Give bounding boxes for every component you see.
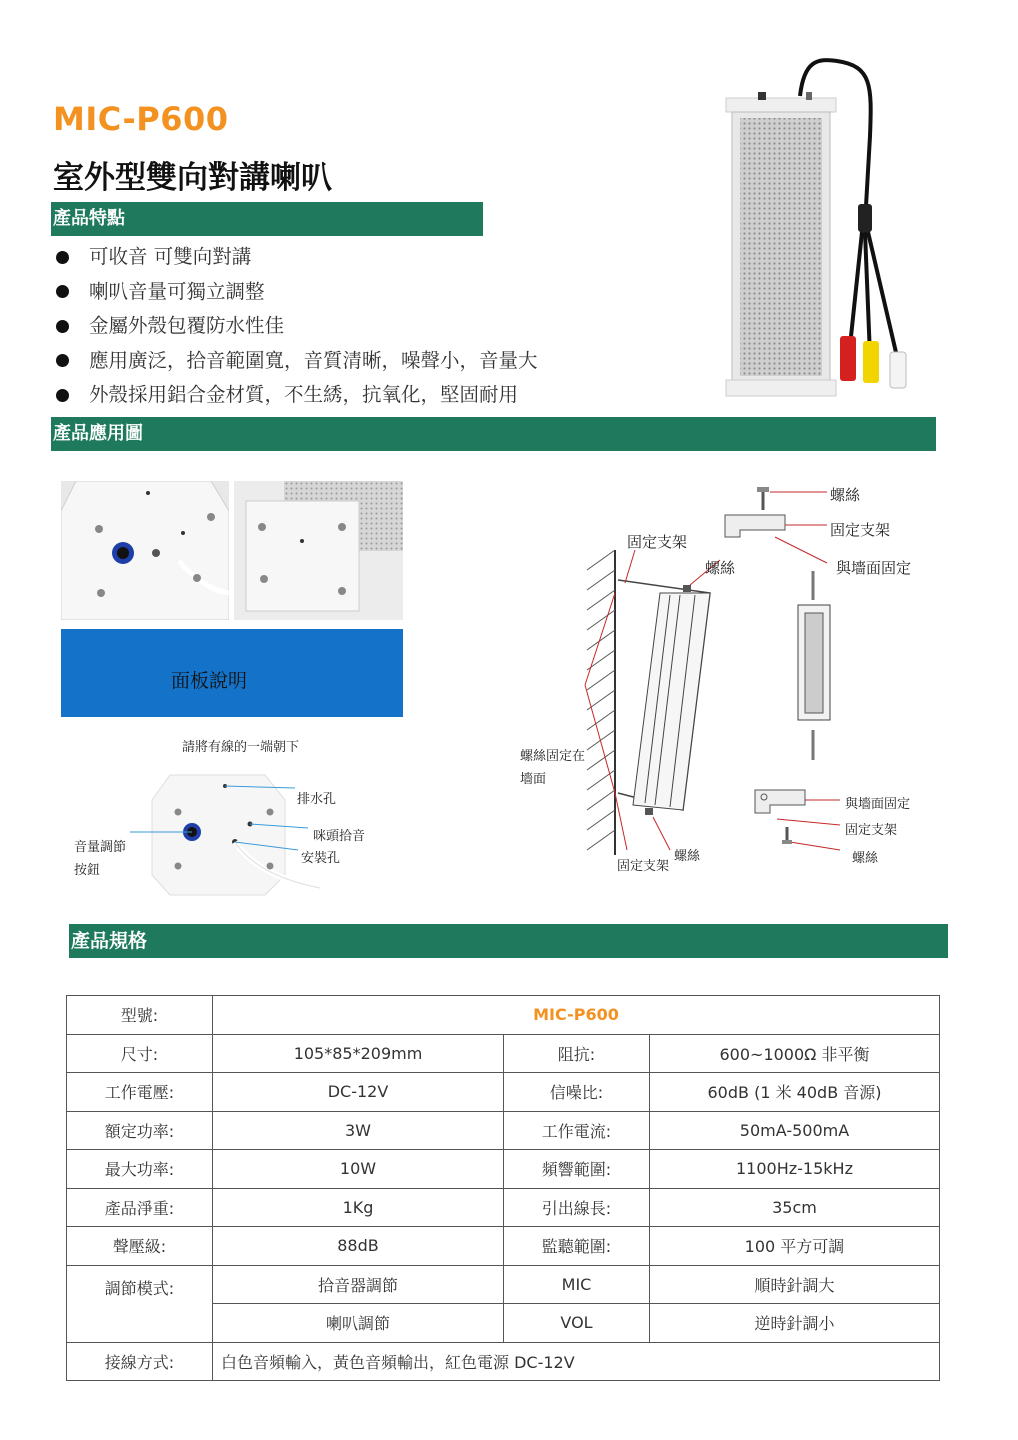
diagram-screw-top: 螺絲	[830, 486, 861, 504]
mic-hole-label: 咪頭拾音	[313, 829, 366, 844]
spec-table	[66, 995, 940, 1381]
spec-value: 順時針調大	[650, 1265, 940, 1304]
spec-value: 600~1000Ω 非平衡	[650, 1034, 940, 1073]
table-row	[67, 1188, 940, 1227]
feature-list	[53, 240, 538, 413]
feature-text: 應用廣泛，拾音範圍寬，音質清晰，噪聲小，音量大	[89, 348, 538, 372]
panel-photo-side	[234, 481, 403, 620]
table-row	[67, 1150, 940, 1189]
volume-knob-label-2: 按鈕	[74, 863, 101, 878]
table-row	[67, 1073, 940, 1112]
bullet-icon	[56, 389, 69, 402]
product-photo	[722, 56, 942, 401]
bullet-icon	[56, 251, 69, 264]
diagram-wall-fix-bottom: 與墻面固定	[845, 797, 911, 812]
feature-text: 喇叭音量可獨立調整	[89, 279, 265, 303]
spec-value: 100 平方可調	[650, 1227, 940, 1266]
panel-instruction: 請將有線的一端朝下	[182, 740, 300, 755]
spec-value: 60dB (1 米 40dB 音源)	[650, 1073, 940, 1112]
spec-label: 尺寸:	[67, 1034, 213, 1073]
diagram-bracket-bottom: 固定支架	[617, 859, 670, 874]
spec-value: 88dB	[213, 1227, 504, 1266]
spec-label: 額定功率:	[67, 1111, 213, 1150]
volume-knob-label-1: 音量調節	[74, 840, 127, 855]
spec-value: 105*85*209mm	[213, 1034, 504, 1073]
features-section-header: 產品特點	[51, 202, 483, 236]
spec-label: 引出線長:	[504, 1188, 650, 1227]
diagram-screw-wall-2: 墻面	[520, 772, 547, 787]
spec-value: 喇叭調節	[213, 1304, 504, 1343]
spec-value: 白色音頻輸入，黃色音頻輸出，紅色電源 DC-12V	[213, 1342, 940, 1381]
spec-label: VOL	[504, 1304, 650, 1343]
mount-hole-label: 安裝孔	[301, 851, 341, 866]
drain-hole-label: 排水孔	[297, 792, 337, 807]
feature-item	[53, 378, 538, 413]
application-section-header: 產品應用圖	[51, 417, 936, 451]
spec-section-header: 產品規格	[69, 924, 948, 958]
feature-item	[53, 240, 538, 275]
spec-label: 型號:	[67, 996, 213, 1035]
diagram-screw-mid: 螺絲	[705, 559, 736, 577]
spec-value: 1100Hz-15kHz	[650, 1150, 940, 1189]
product-title: 室外型雙向對講喇叭	[53, 160, 332, 196]
spec-value: 50mA-500mA	[650, 1111, 940, 1150]
spec-value: DC-12V	[213, 1073, 504, 1112]
diagram-wall-fix-top: 與墻面固定	[836, 559, 912, 577]
table-row	[67, 1034, 940, 1073]
spec-label: 調節模式:	[67, 1265, 213, 1342]
feature-text: 金屬外殼包覆防水性佳	[89, 314, 285, 337]
feature-item	[53, 344, 538, 379]
spec-label: MIC	[504, 1265, 650, 1304]
diagram-screw-bottom: 螺絲	[674, 849, 701, 864]
spec-label: 產品淨重:	[67, 1188, 213, 1227]
spec-label: 工作電流:	[504, 1111, 650, 1150]
table-row	[67, 1111, 940, 1150]
table-row	[67, 996, 940, 1035]
spec-value: 1Kg	[213, 1188, 504, 1227]
feature-item	[53, 309, 538, 344]
bullet-icon	[56, 354, 69, 367]
spec-label: 監聽範圍:	[504, 1227, 650, 1266]
bullet-icon	[56, 320, 69, 333]
spec-model-value: MIC-P600	[213, 996, 940, 1035]
spec-value: 3W	[213, 1111, 504, 1150]
spec-label: 工作電壓:	[67, 1073, 213, 1112]
table-row	[67, 1342, 940, 1381]
table-row	[67, 1227, 940, 1266]
diagram-screw-bottom-right: 螺絲	[852, 851, 879, 866]
panel-photo-front	[61, 481, 229, 620]
feature-item	[53, 275, 538, 310]
table-row	[67, 1265, 940, 1304]
spec-label: 聲壓級:	[67, 1227, 213, 1266]
feature-text: 外殼採用鋁合金材質，不生綉，抗氧化，堅固耐用	[89, 383, 519, 406]
diagram-screw-wall-1: 螺絲固定在	[520, 749, 586, 764]
spec-label: 接線方式:	[67, 1342, 213, 1381]
spec-label: 最大功率:	[67, 1150, 213, 1189]
spec-label: 頻響範圍:	[504, 1150, 650, 1189]
diagram-bracket-top: 固定支架	[830, 521, 891, 539]
panel-caption: 面板說明	[61, 629, 403, 717]
diagram-bracket-left: 固定支架	[627, 533, 688, 551]
spec-label: 阻抗:	[504, 1034, 650, 1073]
feature-text: 可收音 可雙向對講	[89, 245, 252, 268]
diagram-bracket-bottom-right: 固定支架	[845, 823, 898, 838]
bullet-icon	[56, 285, 69, 298]
spec-value: 35cm	[650, 1188, 940, 1227]
spec-label: 信噪比:	[504, 1073, 650, 1112]
spec-value: 逆時針調小	[650, 1304, 940, 1343]
model-title: MIC-P600	[53, 100, 229, 138]
spec-value: 10W	[213, 1150, 504, 1189]
spec-value: 拾音器調節	[213, 1265, 504, 1304]
